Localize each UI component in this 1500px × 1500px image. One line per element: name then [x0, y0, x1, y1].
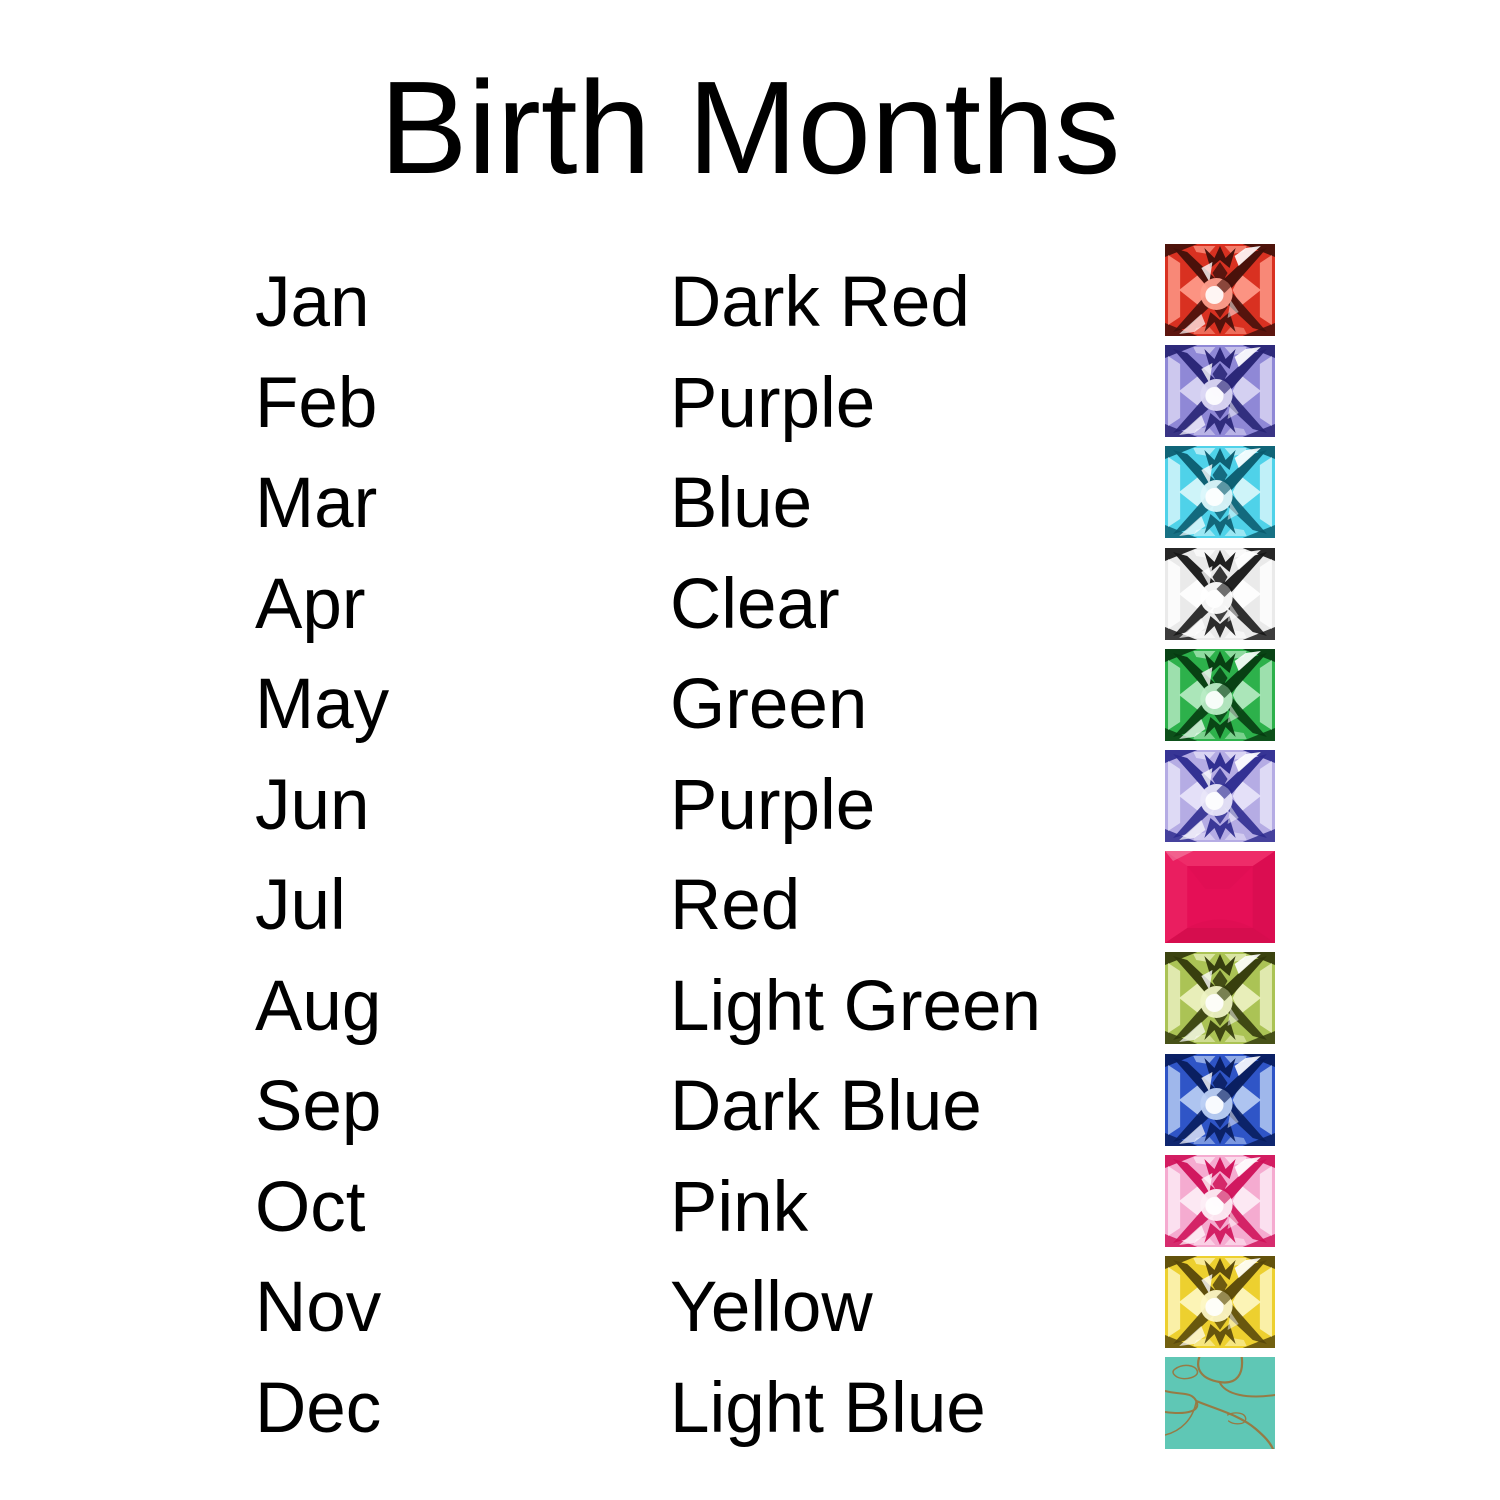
gemstone-green-icon — [1165, 649, 1275, 741]
gemstone-light-purple-icon — [1165, 750, 1275, 842]
color-label: Yellow — [670, 1268, 873, 1348]
gem-cell-jul — [1165, 851, 1275, 952]
gemstone-red-icon — [1165, 851, 1275, 943]
birthstone-row — [255, 856, 1170, 957]
gem-column — [1165, 244, 1275, 1458]
gem-cell-jan — [1165, 244, 1275, 345]
month-label: Feb — [255, 363, 378, 443]
birthstone-table — [255, 253, 1170, 1459]
month-label: Apr — [255, 564, 366, 644]
month-label: Jun — [255, 765, 370, 845]
gemstone-purple-icon — [1165, 345, 1275, 437]
gem-cell-aug — [1165, 952, 1275, 1053]
gem-cell-oct — [1165, 1155, 1275, 1256]
month-label: Aug — [255, 966, 382, 1046]
color-label: Purple — [670, 765, 876, 845]
birthstone-row — [255, 1158, 1170, 1259]
gem-cell-mar — [1165, 446, 1275, 547]
color-label: Light Blue — [670, 1368, 986, 1448]
color-label: Pink — [670, 1167, 809, 1247]
gem-cell-apr — [1165, 548, 1275, 649]
color-label: Red — [670, 866, 801, 946]
gem-cell-sep — [1165, 1054, 1275, 1155]
color-label: Dark Blue — [670, 1067, 982, 1147]
color-label: Dark Red — [670, 263, 970, 343]
gem-cell-may — [1165, 649, 1275, 750]
birthstone-row — [255, 957, 1170, 1058]
gem-cell-nov — [1165, 1256, 1275, 1357]
birthstone-row — [255, 454, 1170, 555]
month-label: Nov — [255, 1268, 382, 1348]
birthstone-row — [255, 354, 1170, 455]
birthstone-row — [255, 756, 1170, 857]
gemstone-pink-icon — [1165, 1155, 1275, 1247]
gemstone-dark-blue-icon — [1165, 1054, 1275, 1146]
birthstone-row — [255, 1359, 1170, 1460]
birthstone-row — [255, 1057, 1170, 1158]
month-label: Jan — [255, 263, 370, 343]
gemstone-dark-red-icon — [1165, 244, 1275, 336]
month-label: May — [255, 665, 390, 745]
color-label: Blue — [670, 464, 813, 544]
color-label: Clear — [670, 564, 840, 644]
gem-cell-feb — [1165, 345, 1275, 446]
month-label: Oct — [255, 1167, 366, 1247]
gemstone-yellow-icon — [1165, 1256, 1275, 1348]
gem-cell-dec — [1165, 1357, 1275, 1458]
month-label: Dec — [255, 1368, 382, 1448]
gemstone-light-green-icon — [1165, 952, 1275, 1044]
birthstone-row — [255, 655, 1170, 756]
birthstone-row — [255, 1258, 1170, 1359]
gemstone-clear-icon — [1165, 548, 1275, 640]
month-label: Mar — [255, 464, 378, 544]
gemstone-blue-icon — [1165, 446, 1275, 538]
color-label: Light Green — [670, 966, 1042, 1046]
birthstone-row — [255, 253, 1170, 354]
birthstone-row — [255, 555, 1170, 656]
color-label: Purple — [670, 363, 876, 443]
month-label: Jul — [255, 866, 346, 946]
page-title: Birth Months — [379, 54, 1121, 201]
gem-cell-jun — [1165, 750, 1275, 851]
month-label: Sep — [255, 1067, 382, 1147]
gemstone-turquoise-icon — [1165, 1357, 1275, 1449]
color-label: Green — [670, 665, 868, 745]
